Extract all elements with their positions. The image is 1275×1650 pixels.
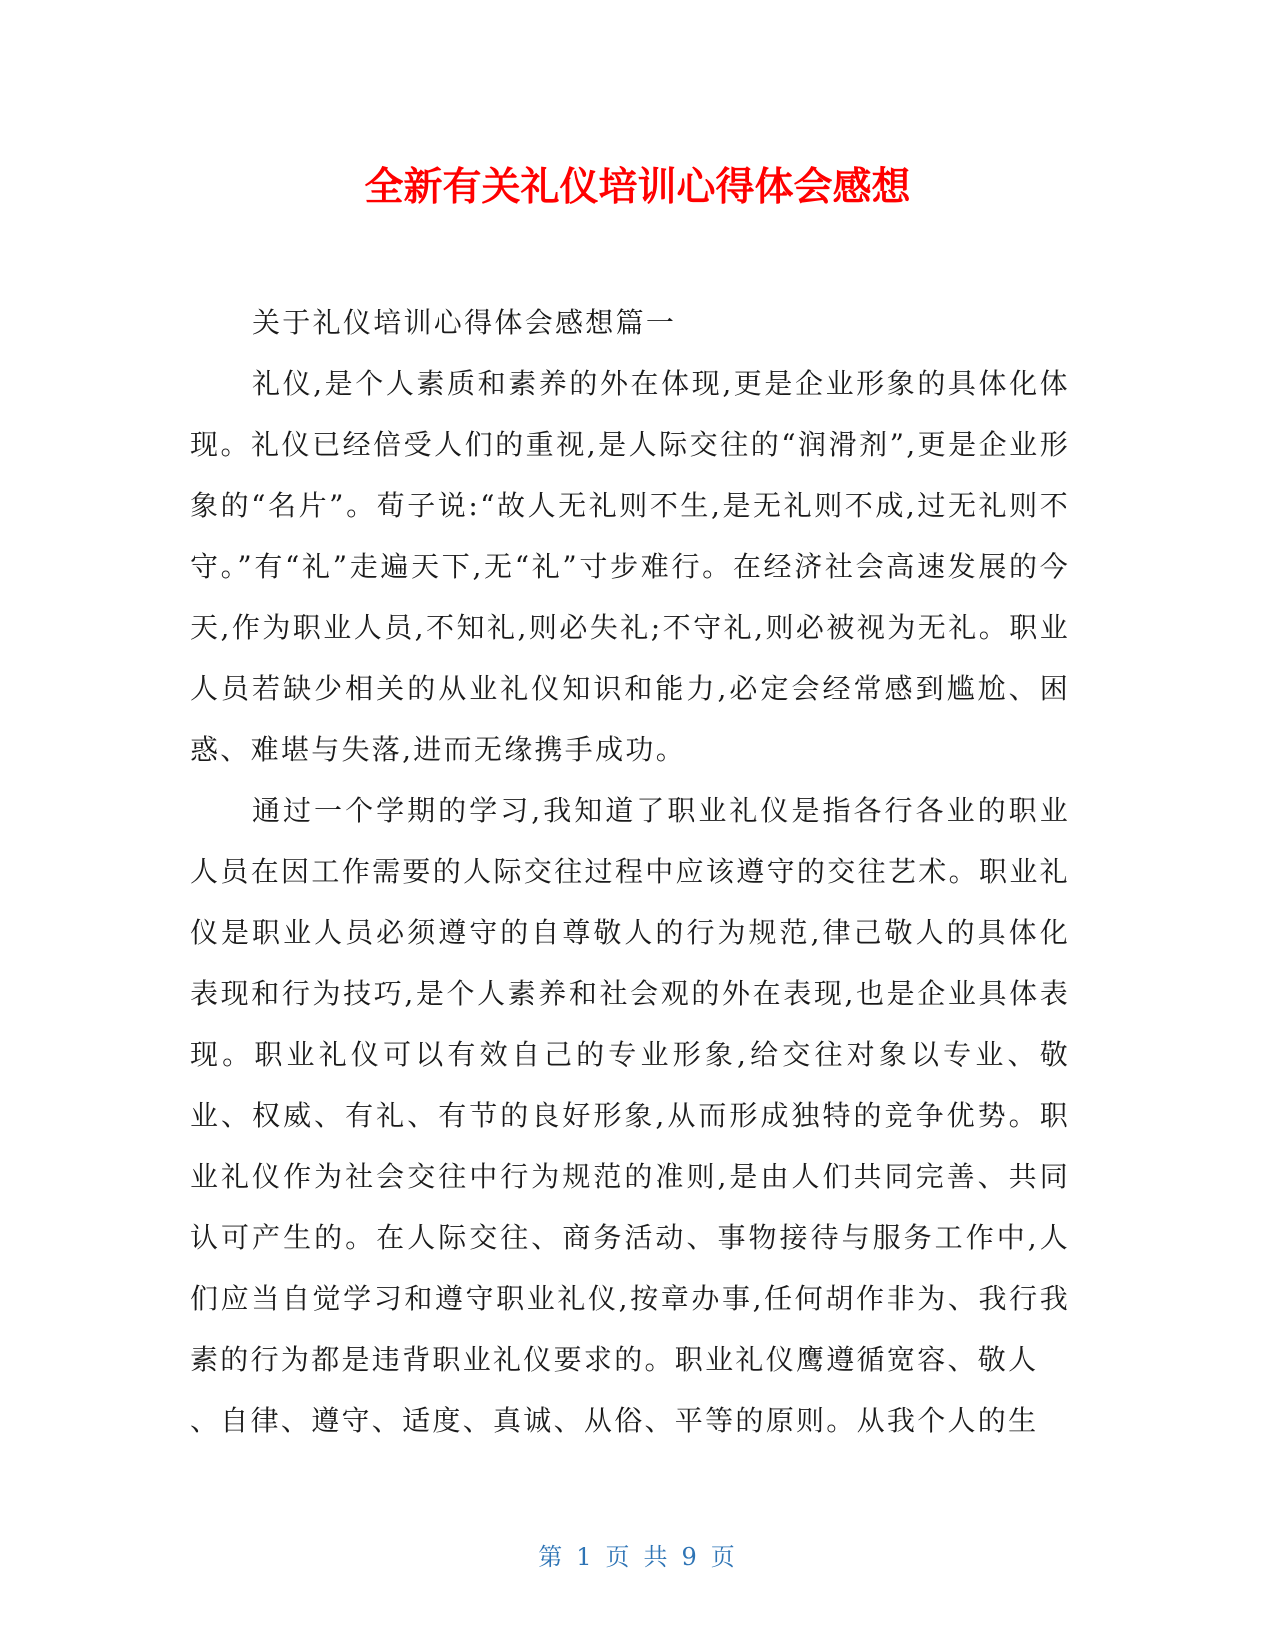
footer-label-total: 共 [643, 1543, 670, 1571]
page-footer [0, 1540, 1275, 1574]
paragraph-1: 礼仪,是个人素质和素养的外在体现,更是企业形象的具体化体现。礼仪已经倍受人们的重视,是人际交往的“润滑剂”,更是企业形象的“名片”。荀子说:“故人无礼则不生,是无礼则不成,过无礼则不守。”有“礼”走遍天下,无“礼”寸步难行。在经济社会高速发展的今天,作为职业人员,不知礼,则必失礼;不守礼,则必被视为无礼。职业人员若缺少相关的从业礼仪知识和能力,必定会经常感到尴尬、困惑、难堪与失落,进而无缘携手成功。 [190, 367, 1070, 766]
document-body [190, 292, 1070, 1451]
paragraph-continuation: 、自律、遵守、适度、真诚、从俗、平等的原则。从我个人的生 [190, 1404, 1039, 1437]
section-heading: 关于礼仪培训心得体会感想篇一 [252, 306, 677, 339]
paragraph-2: 通过一个学期的学习,我知道了职业礼仪是指各行各业的职业人员在因工作需要的人际交往过程中应该遵守的交往艺术。职业礼仪是职业人员必须遵守的自尊敬人的行为规范,律己敬人的具体化表现和行为技巧,是个人素养和社会观的外在表现,也是企业具体表现。职业礼仪可以有效自己的专业形象,给交往对象以专业、敬业、权威、有礼、有节的良好形象,从而形成独特的竞争优势。职业礼仪作为社会交往中行为规范的准则,是由人们共同完善、共同认可产生的。在人际交往、商务活动、事物接待与服务工作中,人们应当自觉学习和遵守职业礼仪,按章办事,任何胡作非为、我行我素的行为都是违背职业礼仪要求的。职业礼仪鹰遵循宽容、敬人 [190, 794, 1070, 1376]
footer-label-of-page: 页 [605, 1543, 632, 1571]
footer-total-pages: 9 [681, 1543, 699, 1571]
footer-label-pages: 页 [710, 1543, 737, 1571]
document-title: 全新有关礼仪培训心得体会感想 [364, 165, 911, 210]
footer-label-page: 第 [538, 1543, 565, 1571]
footer-current-page: 1 [576, 1543, 594, 1571]
